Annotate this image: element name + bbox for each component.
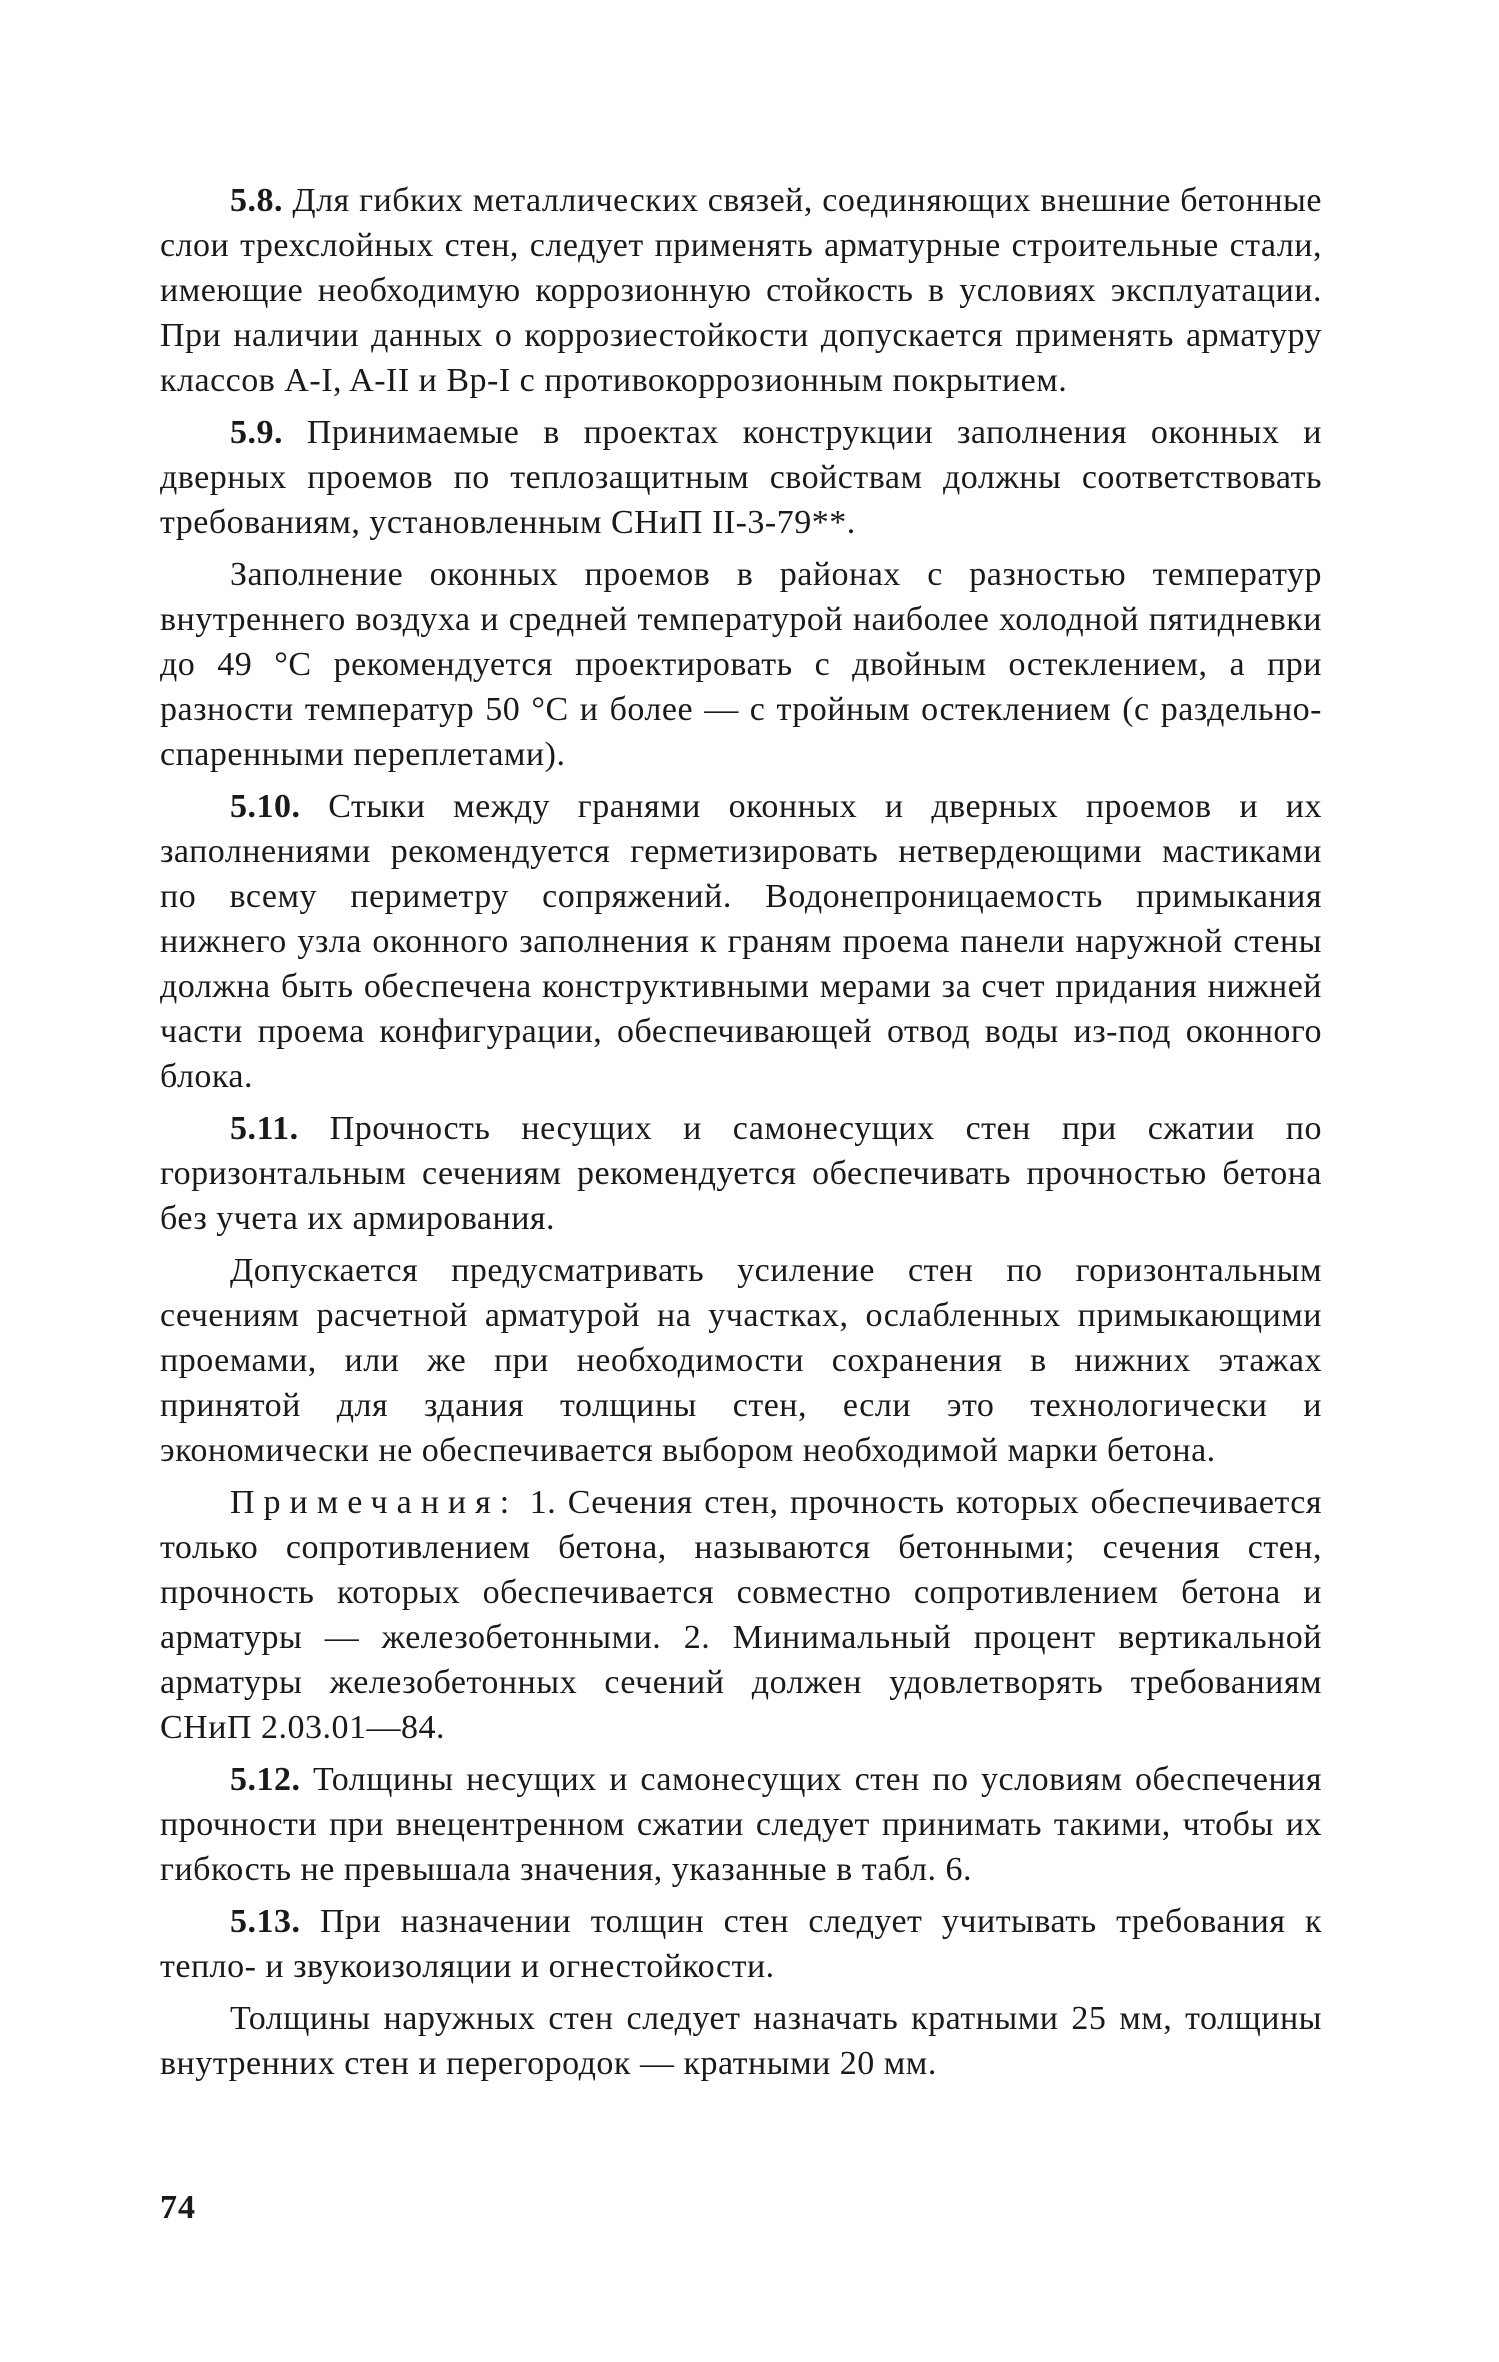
paragraph-window-glazing xyxy=(160,552,1322,777)
paragraph-text: Толщины наружных стен следует назначать кратными 25 мм, толщины внутренних стен и перегородок — кратными 20 мм. xyxy=(160,2000,1322,2082)
clause-number: 5.13. xyxy=(230,1903,301,1940)
paragraph-5-10 xyxy=(160,784,1322,1099)
note-paragraph xyxy=(160,1480,1322,1750)
clause-number: 5.9. xyxy=(230,414,283,451)
paragraph-text: Допускается предусматривать усиление стен по горизонтальным сечениям расчетной арматурой на участках, ослабленных примыкающими проемами, или же при необходимости сохранения в нижних этажах принятой для здания толщины стен, если это технологически и экономически не обеспечивается выбором необходимой марки бетона. xyxy=(160,1252,1322,1469)
page-number: 74 xyxy=(160,2189,196,2226)
paragraph-text: Прочность несущих и самонесущих стен при сжатии по горизонтальным сечениям рекомендуется обеспечивать прочностью бетона без учета их армирования. xyxy=(160,1110,1322,1237)
paragraph-reinforcement xyxy=(160,1248,1322,1473)
clause-number: 5.10. xyxy=(230,788,301,825)
body-text xyxy=(160,178,1322,2093)
paragraph-wall-thickness xyxy=(160,1996,1322,2086)
clause-number: 5.8. xyxy=(230,182,283,219)
paragraph-text: Для гибких металлических связей, соединяющих внешние бетонные слои трехслойных стен, следует применять арматурные строительные стали, имеющие необходимую коррозионную стойкость в условиях эксплуатации. При наличии данных о коррозиестойкости допускается применять арматуру классов A-I, A-II и Bp-I с противокоррозионным покрытием. xyxy=(160,182,1322,399)
note-text: 1. Сечения стен, прочность которых обеспечивается только сопротивлением бетона, называются бетонными; сечения стен, прочность которых обеспечивается совместно сопротивлением бетона и арматуры — железобетонными. 2. Минимальный процент вертикальной арматуры железобетонных сечений должен удовлетворять требованиям СНиП 2.03.01—84. xyxy=(160,1484,1322,1746)
paragraph-text: Заполнение оконных проемов в районах с разностью температур внутреннего воздуха и средней температурой наиболее холодной пятидневки до 49 °С рекомендуется проектировать с двойным остеклением, а при разности температур 50 °С и более — с тройным остеклением (с раздельно-спаренными переплетами). xyxy=(160,556,1322,773)
paragraph-5-8 xyxy=(160,178,1322,403)
paragraph-5-11 xyxy=(160,1106,1322,1241)
paragraph-text: Толщины несущих и самонесущих стен по условиям обеспечения прочности при внецентренном сжатии следует принимать такими, чтобы их гибкость не превышала значения, указанные в табл. 6. xyxy=(160,1761,1322,1888)
clause-number: 5.12. xyxy=(230,1761,301,1798)
clause-number: 5.11. xyxy=(230,1110,299,1147)
paragraph-text: Стыки между гранями оконных и дверных проемов и их заполнениями рекомендуется герметизировать нетвердеющими мастиками по всему периметру сопряжений. Водонепроницаемость примыкания нижнего узла оконного заполнения к граням проема панели наружной стены должна быть обеспечена конструктивными мерами за счет придания нижней части проема конфигурации, обеспечивающей отвод воды из-под оконного блока. xyxy=(160,788,1322,1095)
paragraph-5-13 xyxy=(160,1899,1322,1989)
paragraph-text: Принимаемые в проектах конструкции заполнения оконных и дверных проемов по теплозащитным свойствам должны соответствовать требованиям, установленным СНиП II-3-79**. xyxy=(160,414,1322,541)
note-label: Примечания: xyxy=(230,1484,519,1521)
paragraph-text: При назначении толщин стен следует учитывать требования к тепло- и звукоизоляции и огнестойкости. xyxy=(160,1903,1322,1985)
paragraph-5-9 xyxy=(160,410,1322,545)
paragraph-5-12 xyxy=(160,1757,1322,1892)
